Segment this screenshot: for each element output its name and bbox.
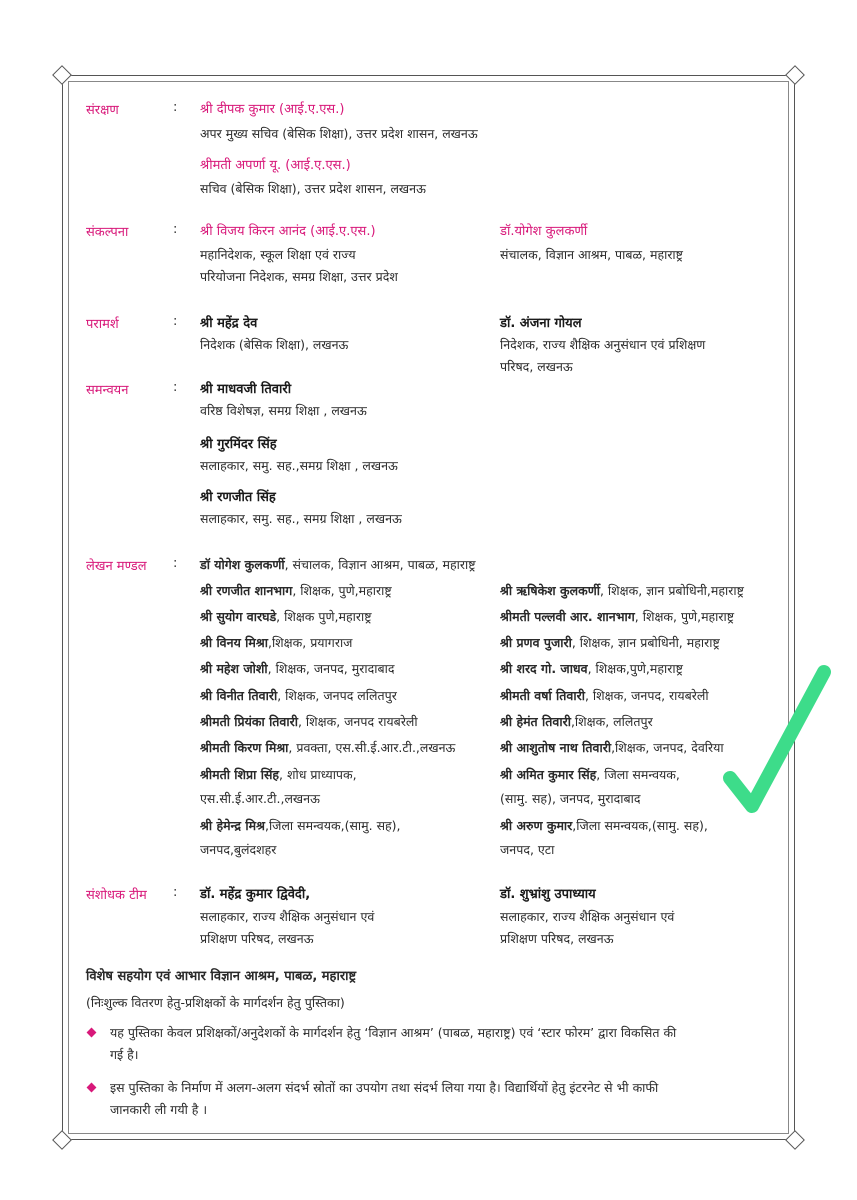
person-desc: सलाहकार, समु. सह., समग्र शिक्षा , लखनऊ	[200, 511, 402, 526]
writer-desc: , जिला समन्वयक,	[596, 767, 680, 782]
person-desc: सचिव (बेसिक शिक्षा), उत्तर प्रदेश शासन, लखनऊ	[200, 181, 426, 196]
writer-desc: , शिक्षक, पुणे,महाराष्ट्र	[292, 583, 392, 598]
writer-name: श्री सुयोग वारघडे	[200, 609, 277, 624]
writer-entry	[200, 817, 401, 834]
writer-desc: ,शिक्षक, ललितपुर	[570, 714, 653, 729]
writer-desc: , शिक्षक, ज्ञान प्रबोधिनी, महाराष्ट्र	[571, 635, 720, 650]
writer-entry	[200, 687, 397, 704]
writer-entry	[500, 817, 708, 834]
colon: :	[173, 100, 178, 115]
person-desc: संचालक, विज्ञान आश्रम, पाबळ, महाराष्ट्र	[500, 247, 683, 262]
person-name: श्री माधवजी तिवारी	[200, 382, 292, 397]
colon: :	[173, 222, 178, 237]
writer-name: श्री विनीत तिवारी	[200, 688, 278, 703]
person-desc: सलाहकार, समु. सह.,समग्र शिक्षा , लखनऊ	[200, 458, 398, 473]
writer-name: श्री हेमंत तिवारी	[500, 714, 571, 729]
writer-entry	[500, 634, 720, 651]
writer-desc: , शिक्षक, ज्ञान प्रबोधिनी,महाराष्ट्र	[599, 583, 744, 598]
person-name: श्री रणजीत सिंह	[200, 490, 276, 505]
writer-entry	[200, 739, 455, 756]
writer-entry	[500, 687, 709, 704]
writer-desc: ,जिला समन्वयक,(सामु. सह),	[264, 818, 401, 833]
person-desc: अपर मुख्य सचिव (बेसिक शिक्षा), उत्तर प्रदेश शासन, लखनऊ	[200, 126, 478, 141]
writer-entry	[500, 766, 680, 783]
person-name: श्री महेंद्र देव	[200, 316, 258, 331]
person-desc: वरिष्ठ विशेषज्ञ, समग्र शिक्षा , लखनऊ	[200, 403, 367, 418]
writer-desc: , शिक्षक, जनपद, मुरादाबाद	[267, 661, 395, 676]
writer-name: श्री आशुतोष नाथ तिवारी	[500, 740, 612, 755]
section-label-lekhan: लेखन मण्डल	[86, 559, 147, 574]
writer-entry	[200, 766, 357, 783]
person-desc: निदेशक (बेसिक शिक्षा), लखनऊ	[200, 337, 349, 352]
person-desc: महानिदेशक, स्कूल शिक्षा एवं राज्य	[200, 247, 356, 262]
bullet-text: जानकारी ली गयी है ।	[110, 1102, 208, 1117]
writer-entry	[200, 660, 394, 677]
person-name: श्रीमती अपर्णा यू. (आई.ए.एस.)	[200, 158, 351, 173]
writer-desc: , शिक्षक, पुणे,महाराष्ट्र	[634, 609, 735, 624]
writer-name: श्री विनय मिश्रा	[200, 635, 268, 650]
bullet-text: गई है।	[110, 1047, 139, 1062]
writer-entry	[200, 556, 476, 573]
writer-desc: , शिक्षक,पुणे,महाराष्ट्र	[587, 661, 683, 676]
person-name: डॉ. अंजना गोयल	[500, 316, 582, 331]
writer-entry	[200, 713, 418, 730]
writer-desc: , शिक्षक, जनपद ललितपुर	[277, 688, 397, 703]
writer-entry	[500, 660, 683, 677]
person-desc: परियोजना निदेशक, समग्र शिक्षा, उत्तर प्रदेश	[200, 269, 398, 284]
writer-entry	[200, 608, 372, 625]
writer-name: श्रीमती किरण मिश्रा	[200, 740, 289, 755]
writer-desc-cont: जनपद, एटा	[500, 842, 555, 857]
writer-name: श्री रणजीत शानभाग	[200, 583, 293, 598]
person-desc: प्रशिक्षण परिषद, लखनऊ	[500, 931, 614, 946]
writer-desc-cont: एस.सी.ई.आर.टी.,लखनऊ	[200, 791, 320, 806]
writer-entry	[500, 739, 724, 756]
colon: :	[173, 380, 178, 395]
writer-name: डॉ योगेश कुलकर्णी	[200, 557, 285, 572]
section-label-sankalpana: संकल्पना	[86, 225, 129, 240]
writer-desc: , शिक्षक, जनपद, रायबरेली	[584, 688, 709, 703]
writer-desc: , शिक्षक, जनपद रायबरेली	[297, 714, 418, 729]
colon: :	[173, 885, 178, 900]
writer-name: श्री हेमेन्द्र मिश्र	[200, 818, 265, 833]
writer-desc: , शिक्षक पुणे,महाराष्ट्र	[276, 609, 372, 624]
person-desc: सलाहकार, राज्य शैक्षिक अनुसंधान एवं	[200, 909, 375, 924]
colon: :	[173, 556, 178, 571]
writer-desc-cont: जनपद,बुलंदशहर	[200, 842, 277, 857]
bullet-text: इस पुस्तिका के निर्माण में अलग-अलग संदर्भ स्रोतों का उपयोग तथा संदर्भ लिया गया है। विद्यार्थियों हेतु इंटरनेट से भी काफी	[110, 1080, 659, 1095]
colon: :	[173, 314, 178, 329]
writer-desc: , संचालक, विज्ञान आश्रम, पाबळ, महाराष्ट्र	[284, 557, 476, 572]
checkmark-icon	[718, 660, 838, 820]
person-name: डॉ.योगेश कुलकर्णी	[500, 224, 588, 239]
person-name: डॉ. महेंद्र कुमार द्विवेदी,	[200, 887, 311, 902]
writer-entry	[200, 582, 392, 599]
person-name: श्री दीपक कुमार (आई.ए.एस.)	[200, 102, 345, 117]
writer-entry	[500, 608, 734, 625]
distribution-note: (निःशुल्क वितरण हेतु-प्रशिक्षकों के मार्गदर्शन हेतु पुस्तिका)	[86, 995, 345, 1010]
writer-desc: ,शिक्षक, जनपद, देवरिया	[611, 740, 724, 755]
writer-desc: , शोध प्राध्यापक,	[279, 767, 357, 782]
writer-name: श्री शरद गो. जाधव	[500, 661, 588, 676]
writer-desc: , प्रवक्ता, एस.सी.ई.आर.टी.,लखनऊ	[288, 740, 456, 755]
writer-name: श्री प्रणव पुजारी	[500, 635, 572, 650]
person-desc: परिषद, लखनऊ	[500, 359, 573, 374]
writer-name: श्री ऋषिकेश कुलकर्णी	[500, 583, 600, 598]
person-name: डॉ. शुभ्रांशु उपाध्याय	[500, 887, 596, 902]
writer-desc: ,शिक्षक, प्रयागराज	[267, 635, 353, 650]
writer-name: श्री महेश जोशी	[200, 661, 268, 676]
writer-name: श्रीमती प्रियंका तिवारी	[200, 714, 298, 729]
person-name: श्री गुरमिंदर सिंह	[200, 437, 277, 452]
writer-name: श्रीमती वर्षा तिवारी	[500, 688, 585, 703]
person-name: श्री विजय किरन आनंद (आई.ए.एस.)	[200, 224, 376, 239]
bullet-text: यह पुस्तिका केवल प्रशिक्षकों/अनुदेशकों के मार्गदर्शन हेतु ‘विज्ञान आश्रम’ (पाबळ, महाराष्ट्र) एवं ‘स्टार फोरम’ द्वारा विकसित की	[110, 1025, 677, 1040]
writer-desc-cont: (सामु. सह), जनपद, मुरादाबाद	[500, 791, 641, 806]
person-desc: सलाहकार, राज्य शैक्षिक अनुसंधान एवं	[500, 909, 675, 924]
writer-name: श्री अरुण कुमार	[500, 818, 573, 833]
writer-desc: ,जिला समन्वयक,(सामु. सह),	[572, 818, 708, 833]
section-label-paramarsh: परामर्श	[86, 317, 119, 332]
writer-entry	[500, 582, 744, 599]
writer-name: श्रीमती शिप्रा सिंह	[200, 767, 280, 782]
person-desc: प्रशिक्षण परिषद, लखनऊ	[200, 931, 314, 946]
writer-name: श्री अमित कुमार सिंह	[500, 767, 597, 782]
section-label-samanvayan: समन्वयन	[86, 383, 129, 398]
writer-name: श्रीमती पल्लवी आर. शानभाग	[500, 609, 635, 624]
section-label-sanshodhak: संशोधक टीम	[86, 888, 147, 903]
special-thanks: विशेष सहयोग एवं आभार विज्ञान आश्रम, पाबळ, महाराष्ट्र	[86, 969, 357, 984]
writer-entry	[200, 634, 352, 651]
person-desc: निदेशक, राज्य शैक्षिक अनुसंधान एवं प्रशिक्षण	[500, 337, 706, 352]
section-label-sanrakshan: संरक्षण	[86, 103, 119, 118]
writer-entry	[500, 713, 653, 730]
